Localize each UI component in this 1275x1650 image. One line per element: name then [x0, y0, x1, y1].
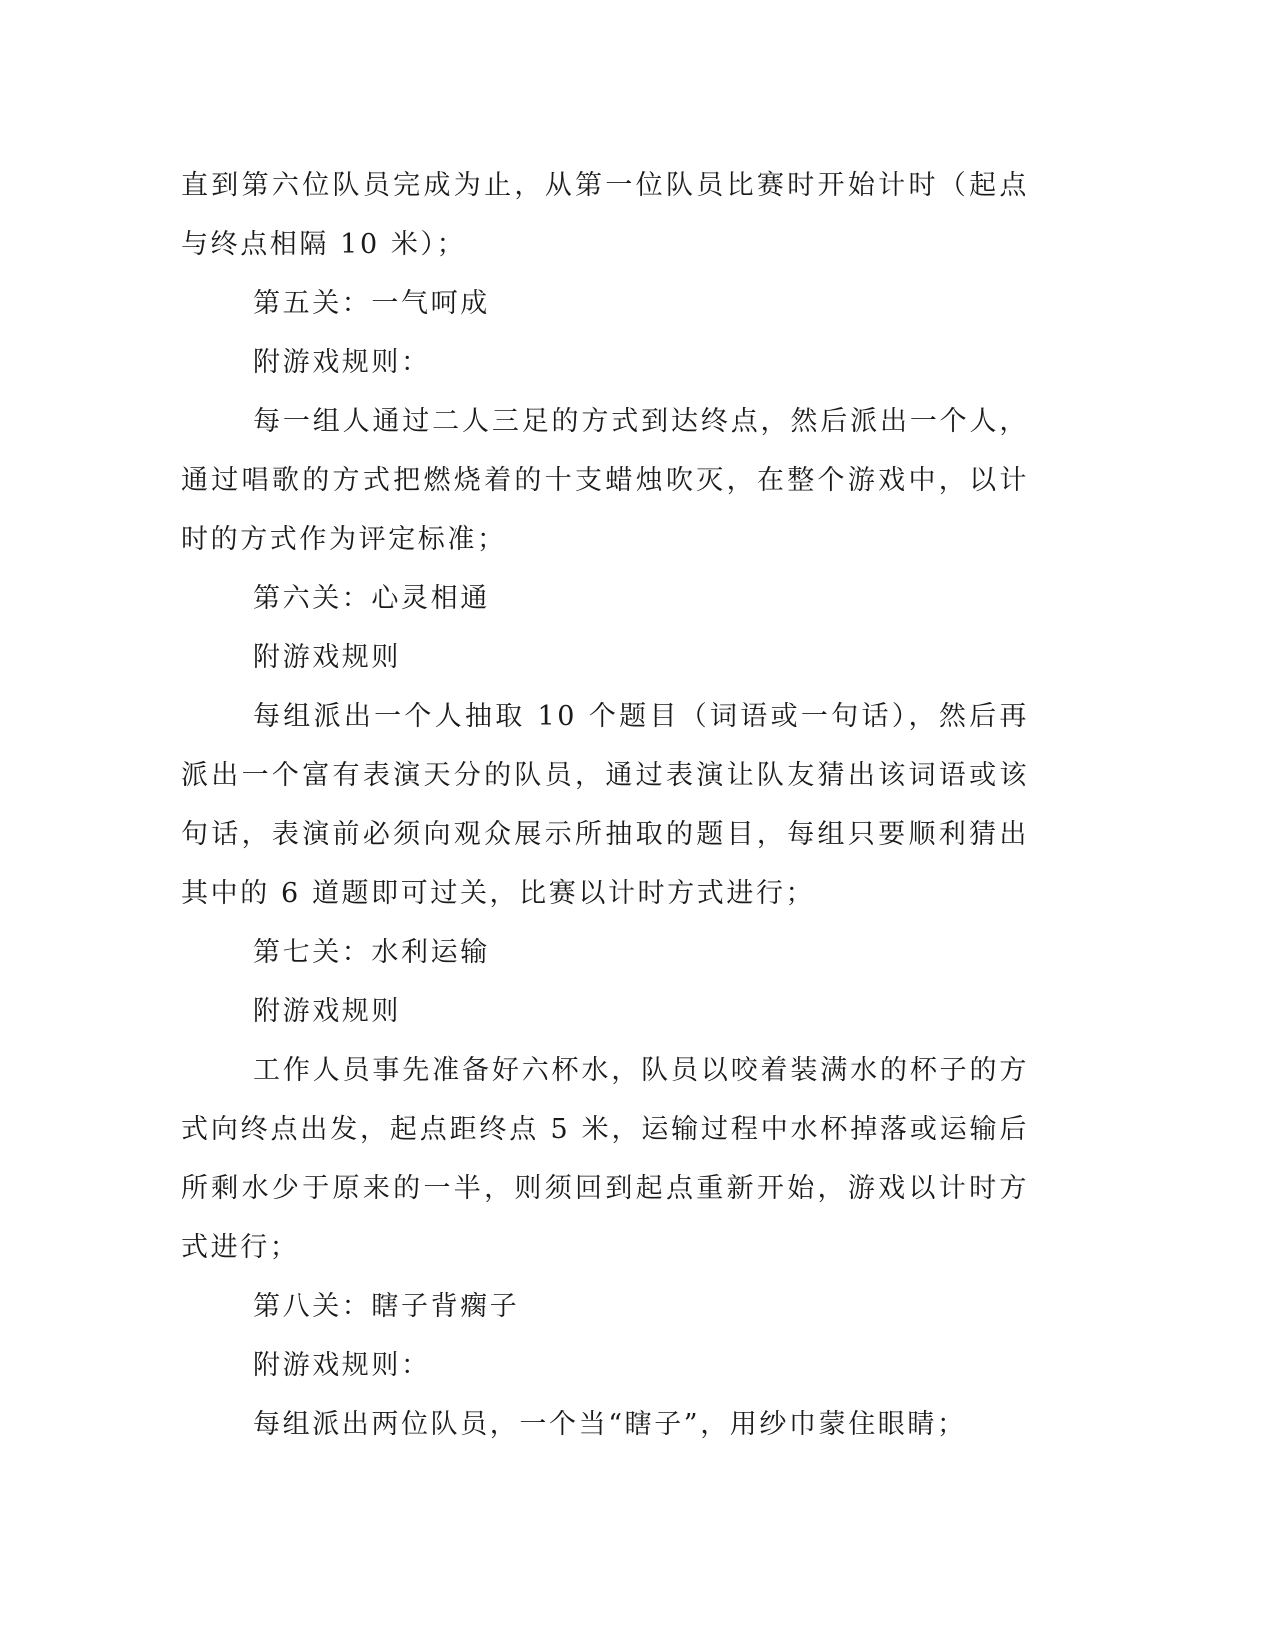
rules-label-7: 附游戏规则: [253, 996, 401, 1027]
heading-level-5: 第五关：一气呵成: [253, 288, 490, 319]
document-body: [181, 156, 1029, 1454]
rules-text-6: 每组派出一个人抽取 10 个题目（词语或一句话），然后再派出一个富有表演天分的队员，通过表演让队友猜出该词语或该句话，表演前必须向观众展示所抽取的题目，每组只要顺利猜出其中的 6 道题即可过关，比赛以计时方式进行；: [181, 701, 1029, 909]
rules-label-8: 附游戏规则：: [253, 1350, 431, 1381]
rules-text-7: 工作人员事先准备好六杯水，队员以咬着装满水的杯子的方式向终点出发，起点距终点 5 米，运输过程中水杯掉落或运输后所剩水少于原来的一半，则须回到起点重新开始，游戏以计时方式进行；: [181, 1055, 1029, 1263]
heading-level-6: 第六关：心灵相通: [253, 583, 490, 614]
rules-label-5: 附游戏规则：: [253, 347, 431, 378]
heading-level-8: 第八关：瞎子背瘸子: [253, 1291, 520, 1322]
rules-text-8: 每组派出两位队员，一个当“瞎子”，用纱巾蒙住眼睛；: [253, 1409, 967, 1440]
paragraph-continuation: 直到第六位队员完成为止，从第一位队员比赛时开始计时（起点与终点相隔 10 米）；: [181, 170, 1029, 260]
rules-label-6: 附游戏规则: [253, 642, 401, 673]
heading-level-7: 第七关：水利运输: [253, 937, 490, 968]
rules-text-5: 每一组人通过二人三足的方式到达终点，然后派出一个人，通过唱歌的方式把燃烧着的十支蜡烛吹灭，在整个游戏中，以计时的方式作为评定标准；: [181, 406, 1029, 555]
